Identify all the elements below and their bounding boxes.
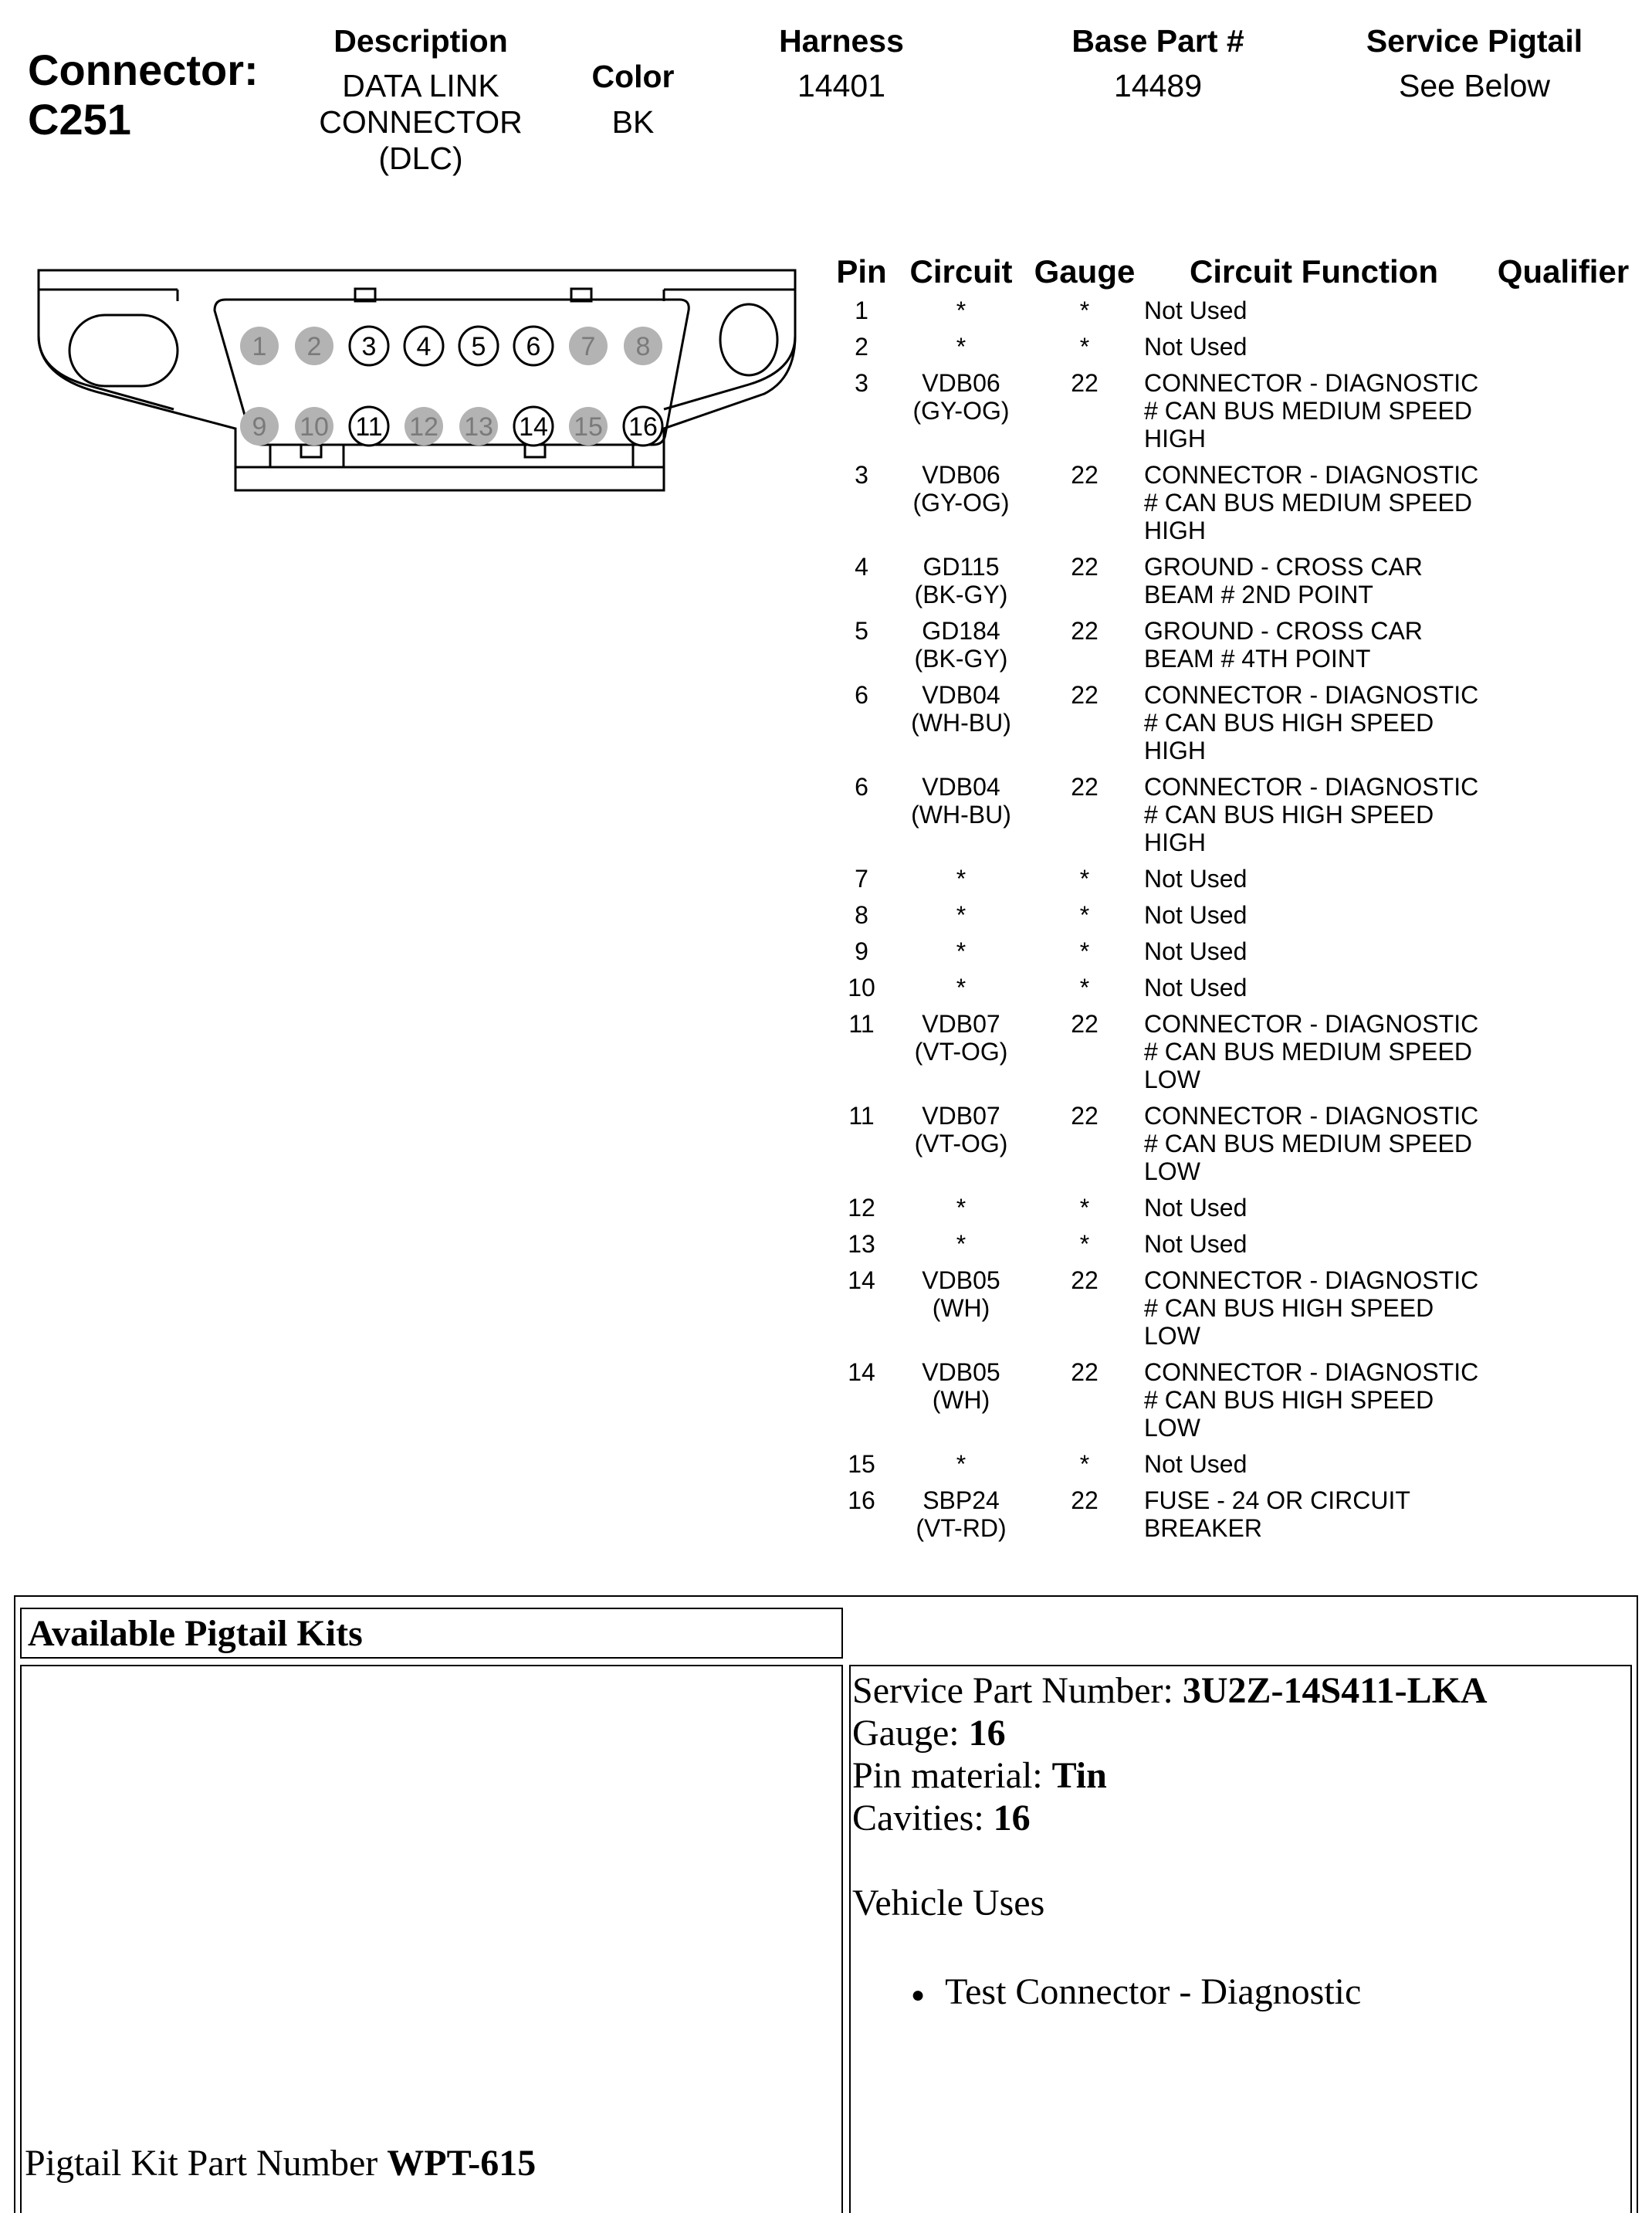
- function-cell: [1144, 974, 1507, 1001]
- gauge-cell-line: *: [1079, 974, 1090, 1001]
- circuit-cell-line: SBP24: [922, 1486, 1000, 1514]
- circuit-cell-line: *: [956, 1450, 966, 1478]
- gauge-cell-line: 22: [1071, 369, 1099, 397]
- housing-bottom-ledge: [235, 444, 664, 467]
- circuit-cell-line: VDB04: [922, 773, 1000, 801]
- function-cell-line: HIGH: [1144, 425, 1206, 452]
- gauge-cell-line: 22: [1071, 1266, 1099, 1294]
- circuit-cell: [895, 617, 1027, 673]
- base-part-value: 14489: [1113, 68, 1202, 103]
- function-cell: [1144, 1230, 1507, 1258]
- cavities-label: Cavities:: [852, 1798, 994, 1839]
- gauge-cell-line: *: [1079, 865, 1090, 893]
- gauge-cell: [1042, 1486, 1127, 1514]
- circuit-cell-line: VDB07: [922, 1102, 1000, 1130]
- pin-7-label: 7: [581, 332, 596, 361]
- pin-2-label: 2: [306, 332, 322, 361]
- function-cell-line: CONNECTOR - DIAGNOSTIC: [1144, 773, 1479, 801]
- gauge-cell: [1042, 333, 1127, 361]
- function-cell-line: HIGH: [1144, 517, 1206, 544]
- pin-cell-line: 3: [855, 369, 868, 397]
- pin-material-value: Tin: [1051, 1755, 1107, 1796]
- service-pigtail-value: See Below: [1398, 68, 1550, 103]
- circuit-cell-line: *: [956, 901, 966, 929]
- pin-cell: [823, 1486, 900, 1514]
- circuit-cell-line: GD115: [922, 553, 1000, 581]
- function-cell-line: FUSE - 24 OR CIRCUIT: [1144, 1486, 1410, 1514]
- pin-material-label: Pin material:: [852, 1755, 1052, 1796]
- pin-11-label: 11: [355, 412, 383, 442]
- gauge-cell: [1042, 369, 1127, 397]
- circuit-cell: [895, 1010, 1027, 1066]
- function-cell-line: BEAM # 2ND POINT: [1144, 581, 1373, 608]
- function-cell-line: CONNECTOR - DIAGNOSTIC: [1144, 1358, 1479, 1386]
- circuit-cell-line: VDB05: [922, 1266, 1000, 1294]
- gauge-cell-line: 22: [1071, 1358, 1099, 1386]
- pigtail-kit-part-number: [25, 2142, 536, 2184]
- qualifier-column-header: Qualifier: [1497, 253, 1630, 290]
- circuit-cell-line: *: [956, 974, 966, 1001]
- gauge-cell-line: *: [1079, 901, 1090, 929]
- pin-cell: [823, 901, 900, 929]
- pin-cell: [823, 369, 900, 397]
- pin-cell: [823, 1266, 900, 1294]
- bullet-icon: ●: [911, 1982, 926, 2008]
- description-line: CONNECTOR: [319, 104, 523, 140]
- pin-9-label: 9: [252, 412, 267, 442]
- service-part-label: Service Part Number:: [852, 1670, 1183, 1711]
- gauge-cell-line: *: [1079, 1230, 1090, 1258]
- function-cell: [1144, 369, 1507, 452]
- function-cell: [1144, 553, 1507, 608]
- pigtail-kits-title: Available Pigtail Kits: [20, 1608, 843, 1659]
- function-cell-line: # CAN BUS MEDIUM SPEED: [1144, 489, 1472, 517]
- function-cell-line: CONNECTOR - DIAGNOSTIC: [1144, 461, 1479, 489]
- gauge-cell-line: *: [1079, 297, 1090, 324]
- pin-cell: [823, 461, 900, 489]
- gauge-cell: [1042, 1358, 1127, 1386]
- pin-cell-line: 4: [855, 553, 868, 581]
- function-cell-line: # CAN BUS MEDIUM SPEED: [1144, 1038, 1472, 1066]
- function-cell: [1144, 681, 1507, 764]
- pin-cell: [823, 1010, 900, 1038]
- pin-cell: [823, 937, 900, 965]
- gauge-cell-line: 22: [1071, 681, 1099, 709]
- circuit-function-column-header: Circuit Function: [1190, 253, 1438, 290]
- circuit-cell: [895, 974, 1027, 1001]
- function-cell: [1144, 901, 1507, 929]
- pin-cell-line: 15: [848, 1450, 875, 1478]
- pin-10-label: 10: [300, 412, 329, 442]
- circuit-cell: [895, 297, 1027, 324]
- kit-part-label: Pigtail Kit Part Number: [25, 2143, 388, 2184]
- pin-cell-line: 13: [848, 1230, 875, 1258]
- vehicle-use-text: Test Connector - Diagnostic: [945, 1971, 1362, 2012]
- pin-cell: [823, 1102, 900, 1130]
- function-cell-line: # CAN BUS MEDIUM SPEED: [1144, 1130, 1472, 1157]
- pin-cell: [823, 1358, 900, 1386]
- vehicle-use-item: [911, 1971, 1361, 2016]
- gauge-cell: [1042, 1010, 1127, 1038]
- circuit-cell-line: (WH-BU): [911, 801, 1011, 829]
- gauge-cell: [1042, 461, 1127, 489]
- circuit-cell-line: VDB06: [922, 461, 1000, 489]
- function-cell: [1144, 1010, 1507, 1093]
- function-cell-line: Not Used: [1144, 297, 1247, 324]
- pin-cell: [823, 1450, 900, 1478]
- gauge-cell: [1042, 1102, 1127, 1130]
- function-cell-line: HIGH: [1144, 737, 1206, 764]
- pin-cell-line: 7: [855, 865, 868, 893]
- circuit-cell: [895, 1102, 1027, 1157]
- function-cell: [1144, 865, 1507, 893]
- function-cell-line: Not Used: [1144, 865, 1247, 893]
- description-line: DATA LINK: [342, 68, 499, 103]
- function-cell-line: CONNECTOR - DIAGNOSTIC: [1144, 369, 1479, 397]
- pin-cell: [823, 1194, 900, 1222]
- right-mount-hole: [720, 304, 777, 375]
- pin-cell-line: 10: [848, 974, 875, 1001]
- gauge-cell: [1042, 297, 1127, 324]
- function-cell-line: LOW: [1144, 1066, 1200, 1093]
- kit-gauge: [852, 1712, 1006, 1754]
- circuit-cell: [895, 1450, 1027, 1478]
- pin-cell-line: 2: [855, 333, 868, 361]
- circuit-cell: [895, 865, 1027, 893]
- circuit-cell-line: VDB06: [922, 369, 1000, 397]
- function-cell: [1144, 1486, 1507, 1542]
- function-cell: [1144, 1450, 1507, 1478]
- function-cell-line: # CAN BUS HIGH SPEED: [1144, 709, 1434, 737]
- function-cell: [1144, 937, 1507, 965]
- pin-cell: [823, 297, 900, 324]
- function-cell-line: BREAKER: [1144, 1514, 1262, 1542]
- color-value: BK: [611, 104, 655, 140]
- connector-id: C251: [28, 95, 131, 144]
- circuit-cell-line: *: [956, 1230, 966, 1258]
- gauge-column-header: Gauge: [1034, 253, 1136, 290]
- circuit-cell: [895, 461, 1027, 517]
- circuit-cell-line: (BK-GY): [914, 581, 1008, 608]
- circuit-cell-line: *: [956, 333, 966, 361]
- pin-14-label: 14: [519, 412, 548, 442]
- circuit-cell: [895, 1486, 1027, 1542]
- connector-label: Connector:: [28, 46, 259, 94]
- function-cell: [1144, 1358, 1507, 1442]
- circuit-cell-line: *: [956, 297, 966, 324]
- function-cell-line: Not Used: [1144, 937, 1247, 965]
- function-cell-line: CONNECTOR - DIAGNOSTIC: [1144, 681, 1479, 709]
- pin-column-header: Pin: [836, 253, 887, 290]
- pigtail-image-panel: [20, 1665, 843, 2213]
- gauge-cell: [1042, 974, 1127, 1001]
- function-cell: [1144, 461, 1507, 544]
- pin-cell: [823, 865, 900, 893]
- circuit-cell: [895, 681, 1027, 737]
- pin-cell-line: 12: [848, 1194, 875, 1222]
- gauge-cell-line: *: [1079, 1194, 1090, 1222]
- circuit-cell: [895, 1266, 1027, 1322]
- circuit-cell-line: (GY-OG): [912, 397, 1010, 425]
- pin-cell-line: 14: [848, 1358, 875, 1386]
- function-cell-line: # CAN BUS MEDIUM SPEED: [1144, 397, 1472, 425]
- function-cell-line: CONNECTOR - DIAGNOSTIC: [1144, 1010, 1479, 1038]
- circuit-cell-line: VDB07: [922, 1010, 1000, 1038]
- pin-4-label: 4: [416, 332, 432, 361]
- gauge-cell: [1042, 1230, 1127, 1258]
- circuit-cell: [895, 773, 1027, 829]
- pin-cell: [823, 333, 900, 361]
- function-cell-line: # CAN BUS HIGH SPEED: [1144, 1386, 1434, 1414]
- cavities-value: 16: [993, 1798, 1031, 1839]
- pin-cell: [823, 617, 900, 645]
- gauge-cell-line: *: [1079, 937, 1090, 965]
- function-cell-line: # CAN BUS HIGH SPEED: [1144, 1294, 1434, 1322]
- function-cell-line: Not Used: [1144, 1450, 1247, 1478]
- gauge-cell: [1042, 553, 1127, 581]
- function-cell-line: Not Used: [1144, 1194, 1247, 1222]
- pin-cell-line: 14: [848, 1266, 875, 1294]
- gauge-cell: [1042, 1194, 1127, 1222]
- description-label: Description: [333, 23, 508, 59]
- pin-6-label: 6: [526, 332, 541, 361]
- gauge-cell: [1042, 1450, 1127, 1478]
- function-cell-line: LOW: [1144, 1322, 1200, 1350]
- gauge-cell: [1042, 901, 1127, 929]
- function-cell-line: CONNECTOR - DIAGNOSTIC: [1144, 1266, 1479, 1294]
- function-cell: [1144, 333, 1507, 361]
- gauge-cell-line: 22: [1071, 773, 1099, 801]
- gauge-cell-line: 22: [1071, 1010, 1099, 1038]
- connector-face-diagram: [31, 255, 818, 502]
- circuit-cell-line: GD184: [922, 617, 1000, 645]
- key-tab-bottom-left: [301, 445, 321, 457]
- service-part-number: [852, 1669, 1488, 1712]
- description-value: [305, 68, 537, 177]
- pin-cell-line: 16: [848, 1486, 875, 1514]
- base-part-label: Base Part #: [1071, 23, 1244, 59]
- circuit-cell: [895, 901, 1027, 929]
- circuit-cell: [895, 369, 1027, 425]
- function-cell: [1144, 1102, 1507, 1185]
- pin-12-label: 12: [409, 412, 438, 442]
- pin-cavity: [215, 300, 689, 445]
- circuit-cell-line: *: [956, 1194, 966, 1222]
- pin-1-label: 1: [252, 332, 267, 361]
- circuit-cell-line: *: [956, 937, 966, 965]
- circuit-column-header: Circuit: [909, 253, 1013, 290]
- circuit-cell: [895, 1194, 1027, 1222]
- circuit-cell-line: (VT-RD): [916, 1514, 1007, 1542]
- pin-16-label: 16: [628, 412, 658, 442]
- function-cell-line: Not Used: [1144, 974, 1247, 1001]
- function-cell: [1144, 617, 1507, 673]
- harness-value: 14401: [797, 68, 885, 103]
- gauge-cell-line: 22: [1071, 1486, 1099, 1514]
- circuit-cell-line: VDB05: [922, 1358, 1000, 1386]
- pin-cell-line: 5: [855, 617, 868, 645]
- circuit-cell-line: (WH): [932, 1294, 990, 1322]
- function-cell-line: # CAN BUS HIGH SPEED: [1144, 801, 1434, 829]
- kit-gauge-label: Gauge:: [852, 1713, 969, 1754]
- gauge-cell: [1042, 865, 1127, 893]
- circuit-cell-line: (WH-BU): [911, 709, 1011, 737]
- gauge-cell-line: *: [1079, 333, 1090, 361]
- circuit-cell: [895, 1358, 1027, 1414]
- gauge-cell: [1042, 681, 1127, 709]
- function-cell-line: CONNECTOR - DIAGNOSTIC: [1144, 1102, 1479, 1130]
- function-cell-line: LOW: [1144, 1157, 1200, 1185]
- vehicle-uses-label: Vehicle Uses: [852, 1883, 1045, 1923]
- gauge-cell-line: 22: [1071, 461, 1099, 489]
- circuit-cell-line: (VT-OG): [914, 1130, 1008, 1157]
- gauge-cell-line: 22: [1071, 553, 1099, 581]
- function-cell-line: Not Used: [1144, 1230, 1247, 1258]
- function-cell-line: BEAM # 4TH POINT: [1144, 645, 1371, 673]
- pin-cell: [823, 1230, 900, 1258]
- pin-cell-line: 11: [848, 1010, 875, 1038]
- function-cell-line: GROUND - CROSS CAR: [1144, 553, 1423, 581]
- function-cell: [1144, 773, 1507, 856]
- circuit-cell: [895, 1230, 1027, 1258]
- circuit-cell-line: (VT-OG): [914, 1038, 1008, 1066]
- pin-cell-line: 6: [855, 773, 868, 801]
- function-cell-line: Not Used: [1144, 333, 1247, 361]
- pin-cell: [823, 974, 900, 1001]
- pin-cell-line: 6: [855, 681, 868, 709]
- kit-part-value: WPT-615: [387, 2143, 537, 2184]
- circuit-cell-line: *: [956, 865, 966, 893]
- description-line: (DLC): [378, 141, 463, 176]
- circuit-cell: [895, 333, 1027, 361]
- function-cell-line: HIGH: [1144, 829, 1206, 856]
- circuit-cell-line: VDB04: [922, 681, 1000, 709]
- function-cell-line: GROUND - CROSS CAR: [1144, 617, 1423, 645]
- service-part-value: 3U2Z-14S411-LKA: [1182, 1670, 1488, 1711]
- pin-cell-line: 9: [855, 937, 868, 965]
- gauge-cell: [1042, 937, 1127, 965]
- left-ear: [39, 290, 174, 409]
- pin-cell-line: 3: [855, 461, 868, 489]
- pin-cell-line: 11: [848, 1102, 875, 1130]
- pin-15-label: 15: [574, 412, 603, 442]
- gauge-cell: [1042, 617, 1127, 645]
- function-cell: [1144, 297, 1507, 324]
- service-pigtail-label: Service Pigtail: [1366, 23, 1583, 59]
- pin-3-label: 3: [361, 332, 377, 361]
- gauge-cell: [1042, 773, 1127, 801]
- circuit-cell: [895, 553, 1027, 608]
- gauge-cell-line: 22: [1071, 1102, 1099, 1130]
- gauge-cell-line: *: [1079, 1450, 1090, 1478]
- color-label: Color: [591, 59, 675, 94]
- housing-outline: [39, 270, 795, 490]
- pin-row-top: [240, 327, 662, 365]
- pin-row-bottom: [240, 407, 662, 446]
- harness-label: Harness: [779, 23, 904, 59]
- cavities: [852, 1797, 1031, 1839]
- pin-5-label: 5: [471, 332, 486, 361]
- function-cell: [1144, 1194, 1507, 1222]
- gauge-cell: [1042, 1266, 1127, 1294]
- pin-cell: [823, 681, 900, 709]
- circuit-cell-line: (GY-OG): [912, 489, 1010, 517]
- gauge-cell-line: 22: [1071, 617, 1099, 645]
- circuit-cell: [895, 937, 1027, 965]
- pin-cell: [823, 773, 900, 801]
- pin-material: [852, 1754, 1107, 1797]
- pin-cell: [823, 553, 900, 581]
- function-cell: [1144, 1266, 1507, 1350]
- pin-13-label: 13: [464, 412, 493, 442]
- pin-cell-line: 1: [855, 297, 868, 324]
- function-cell-line: Not Used: [1144, 901, 1247, 929]
- pin-8-label: 8: [635, 332, 651, 361]
- pin-cell-line: 8: [855, 901, 868, 929]
- left-mount-slot: [69, 315, 178, 386]
- kit-gauge-value: 16: [968, 1713, 1006, 1754]
- circuit-cell-line: (WH): [932, 1386, 990, 1414]
- circuit-cell-line: (BK-GY): [914, 645, 1008, 673]
- function-cell-line: LOW: [1144, 1414, 1200, 1442]
